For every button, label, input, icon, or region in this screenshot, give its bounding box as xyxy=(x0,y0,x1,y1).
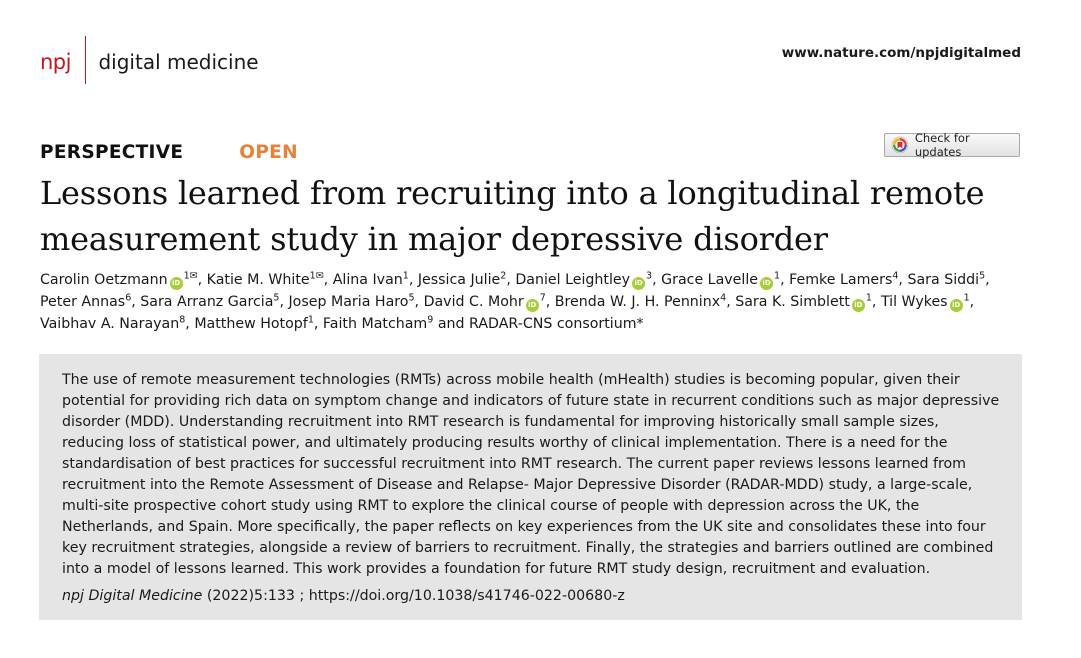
author: Sara K. Simblett $iD^1$, xyxy=(735,292,881,310)
author-affiliation[interactable]: 4 xyxy=(720,292,727,304)
author: Vaibhav A. Narayan$^8$, xyxy=(40,314,195,332)
doi-link[interactable]: https://doi.org/10.1038/s41746-022-00680-z xyxy=(308,588,625,604)
author: Carolin Oetzmann $iD^{1✉}$, xyxy=(40,270,207,288)
orcid-icon[interactable]: iD xyxy=(632,277,645,290)
author xyxy=(323,316,438,332)
author: Daniel Leightley $iD^3$, xyxy=(515,270,662,288)
journal-logo[interactable] xyxy=(40,38,259,86)
orcid-icon[interactable]: iD xyxy=(760,277,773,290)
author-affiliation[interactable]: 2 xyxy=(500,270,507,282)
author-name[interactable]: Sara Siddi xyxy=(907,272,980,288)
citation-details: (2022)5:133 xyxy=(206,588,295,604)
author-affiliation[interactable]: 1 xyxy=(402,270,409,282)
author-name[interactable]: Brenda W. J. H. Penninx xyxy=(554,294,721,310)
article-type-label: PERSPECTIVE xyxy=(40,142,184,163)
journal-url-link[interactable]: www.nature.com/npjdigitalmed xyxy=(781,45,1021,61)
author-affiliation[interactable]: 1 xyxy=(865,292,872,304)
author-list xyxy=(40,269,1030,335)
author-affiliation[interactable]: 3 xyxy=(646,270,653,282)
check-for-updates-button[interactable] xyxy=(884,133,1020,157)
author-name[interactable]: Femke Lamers xyxy=(789,272,893,288)
journal-brand-short: npj xyxy=(40,50,71,74)
author-name[interactable]: Josep Maria Haro xyxy=(288,294,409,310)
article-label-row xyxy=(40,142,298,163)
author-affiliation[interactable]: 1 xyxy=(183,270,190,282)
author: Femke Lamers$^4$, xyxy=(789,270,908,288)
author: Matthew Hotopf$^1$, xyxy=(194,314,323,332)
author-affiliation[interactable]: 4 xyxy=(892,270,899,282)
author-name[interactable]: Katie M. White xyxy=(206,272,310,288)
author-affiliation[interactable]: 9 xyxy=(427,314,434,326)
orcid-icon[interactable]: iD xyxy=(170,277,183,290)
author-affiliation[interactable]: 7 xyxy=(539,292,546,304)
envelope-icon[interactable]: ✉ xyxy=(189,270,198,282)
orcid-icon[interactable]: iD xyxy=(526,299,539,312)
author-name[interactable]: Vaibhav A. Narayan xyxy=(40,316,180,332)
check-updates-icon xyxy=(891,136,909,154)
check-updates-label: Check for updates xyxy=(914,131,970,159)
author-affiliation[interactable]: 5 xyxy=(408,292,415,304)
author: Katie M. White$^{1✉}$, xyxy=(206,270,333,288)
abstract-text: The use of remote measurement technologies (RMTs) across mobile health (mHealth) studies is becoming popular, given their potential for providing rich data on symptom change and indicators of future state in recurrent conditions such as major depressive disorder (MDD). Understanding recruitment into RMT research is fundamental for improving historically small sample sizes, reducing loss of statistical power, and ultimately producing results worthy of clinical implementation. There is a need for the standardisation of best practices for successful recruitment into RMT research. The current paper reviews lessons learned from recruitment into the Remote Assessment of Disease and Relapse- Major Depressive Disorder (RADAR-MDD) study, a large-scale, multi-site prospective cohort study using RMT to explore the clinical course of people with depression across the UK, the Netherlands, and Spain. More specifically, the paper reflects on key experiences from the UK site and consolidates these into four key recruitment strategies, alongside a review of barriers to recruitment. Finally, the strategies and barriers outlined are combined into a model of lessons learned. This work provides a foundation for future RMT study design, recruitment and evaluation. xyxy=(62,372,1000,577)
author-name[interactable]: Carolin Oetzmann xyxy=(40,272,168,288)
author-name[interactable]: Daniel Leightley xyxy=(515,272,631,288)
author: Josep Maria Haro$^5$, xyxy=(288,292,424,310)
author: Sara Arranz Garcia$^5$, xyxy=(140,292,289,310)
author-name[interactable]: Faith Matcham xyxy=(322,316,428,332)
article-title: Lessons learned from recruiting into a longitudinal remote measurement study in major depressive disorder xyxy=(40,174,985,258)
author: Sara Siddi$^5$, xyxy=(907,270,990,288)
author-name[interactable]: Alina Ivan xyxy=(332,272,403,288)
author-name[interactable]: David C. Mohr xyxy=(423,294,524,310)
author-affiliation[interactable]: 1 xyxy=(963,292,970,304)
author-affiliation[interactable]: 5 xyxy=(273,292,280,304)
open-access-label: OPEN xyxy=(239,142,298,163)
author-name[interactable]: Grace Lavelle xyxy=(661,272,759,288)
author-name[interactable]: Matthew Hotopf xyxy=(194,316,308,332)
author: Grace Lavelle $iD^1$, xyxy=(661,270,790,288)
consortium-name[interactable]: RADAR-CNS consortium* xyxy=(469,316,644,332)
author: Jessica Julie$^2$, xyxy=(417,270,516,288)
envelope-icon[interactable]: ✉ xyxy=(315,270,324,282)
orcid-icon[interactable]: iD xyxy=(852,299,865,312)
author-affiliation[interactable]: 1 xyxy=(309,270,316,282)
author-affiliation[interactable]: 1 xyxy=(774,270,781,282)
journal-brand-name: digital medicine xyxy=(98,50,259,74)
author: Alina Ivan$^1$, xyxy=(332,270,418,288)
author: Brenda W. J. H. Penninx$^4$, xyxy=(554,292,736,310)
author: Peter Annas$^6$, xyxy=(40,292,141,310)
author-affiliation[interactable]: 1 xyxy=(307,314,314,326)
author-name[interactable]: Sara Arranz Garcia xyxy=(140,294,274,310)
citation-journal: npj Digital Medicine xyxy=(62,588,203,604)
logo-divider xyxy=(85,36,87,84)
author-name[interactable]: Jessica Julie xyxy=(417,272,501,288)
abstract-box xyxy=(39,354,1022,620)
author-affiliation[interactable]: 8 xyxy=(179,314,186,326)
citation-line xyxy=(62,586,1000,607)
author-affiliation[interactable]: 6 xyxy=(125,292,132,304)
author-name[interactable]: Til Wykes xyxy=(880,294,948,310)
author-name[interactable]: Sara K. Simblett xyxy=(735,294,850,310)
author: David C. Mohr $iD^7$, xyxy=(423,292,555,310)
citation-separator: ; xyxy=(299,588,305,604)
consortium-connector: and xyxy=(437,316,465,332)
author-name[interactable]: Peter Annas xyxy=(40,294,126,310)
orcid-icon[interactable]: iD xyxy=(950,299,963,312)
author-affiliation[interactable]: 5 xyxy=(979,270,986,282)
author: Til Wykes $iD^1$, xyxy=(880,292,975,310)
